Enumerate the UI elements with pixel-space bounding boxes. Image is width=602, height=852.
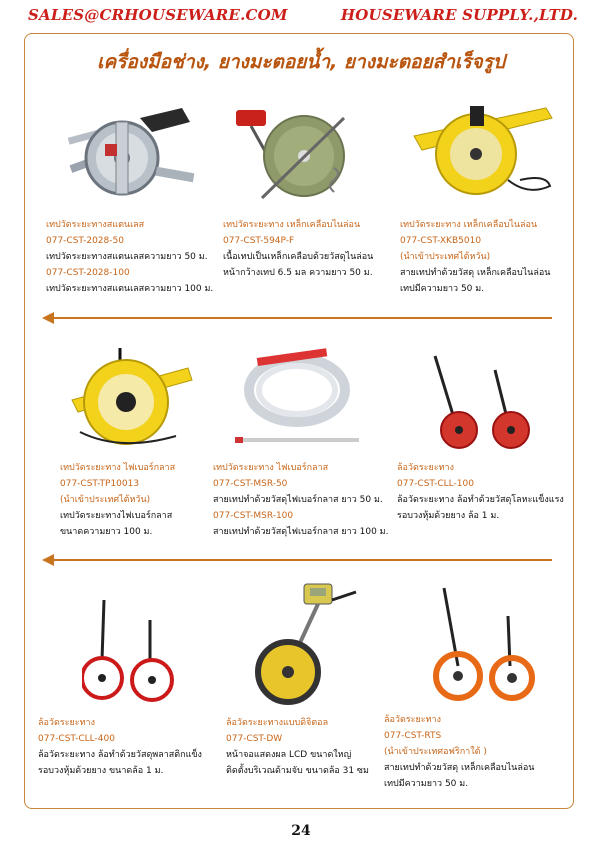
product-description: เทปวัดระยะทางสแตนเลสความยาว 100 ม. <box>46 284 214 294</box>
product-name: ล้อวัดระยะทาง <box>38 718 95 728</box>
product-caption <box>223 217 373 281</box>
left-arrow-divider <box>42 312 552 324</box>
product-caption <box>226 715 369 779</box>
product-description: เทปมีความยาว 50 ม. <box>400 284 485 294</box>
product-caption <box>60 460 175 540</box>
product-name: เทปวัดระยะทาง ไฟเบอร์กลาส <box>60 463 176 473</box>
product-name: เทปวัดระยะทาง เหล็กเคลือบไนล่อน <box>223 220 361 230</box>
product-description: สายเทปทำด้วยวัสดุไฟเบอร์กลาส ยาว 100 ม. <box>213 527 389 537</box>
fiberglass-tape-yellow-image <box>60 340 200 450</box>
product-code: 077-CST-CLL-100 <box>397 479 474 489</box>
fiberglass-tape-coil-image <box>233 345 363 455</box>
product-description: เนื้อเทปเป็นเหล็กเคลือบด้วยวัสดุไนล่อน <box>223 252 374 262</box>
product-code: 077-CST-2028-100 <box>46 268 130 278</box>
digital-measuring-wheel-image <box>252 580 362 705</box>
product-description: สายเทปทำด้วยวัสดุ เหล็กเคลือบไนล่อน <box>384 763 535 773</box>
product-description: เทปวัดระยะทางสแตนเลสความยาว 50 ม. <box>46 252 208 262</box>
product-caption <box>400 217 550 297</box>
header-company: HOUSEWARE SUPPLY.,LTD. <box>340 6 578 24</box>
product-description: ติดตั้งบริเวณด้ามจับ ขนาดล้อ 31 ซม <box>226 766 369 776</box>
product-description: สายเทปทำด้วยวัสดุ เหล็กเคลือบไนล่อน <box>400 268 551 278</box>
left-arrow-divider <box>42 554 552 566</box>
stainless-tape-image <box>60 100 200 205</box>
product-description: หน้ากว้างเทป 6.5 มล ความยาว 50 ม. <box>223 268 373 278</box>
product-code: 077-CST-594P-F <box>223 236 295 246</box>
measuring-wheel-orange-image <box>430 580 540 705</box>
product-code: 077-CST-MSR-100 <box>213 511 294 521</box>
product-code: 077-CST-DW <box>226 734 283 744</box>
product-description: รอบวงหุ้มด้วยยาง ขนาดล้อ 1 ม. <box>38 766 164 776</box>
page-title: เครื่องมือช่าง, ยางมะตอยน้ำ, ยางมะตอยสำเร็จรูป <box>97 51 505 73</box>
product-description: สายเทปทำด้วยวัสดุไฟเบอร์กลาส ยาว 50 ม. <box>213 495 383 505</box>
product-description: ล้อวัดระยะทาง ล้อทำด้วยวัสดุโลหะแข็งแรง <box>397 495 564 505</box>
product-caption <box>46 217 213 297</box>
product-description: หน้าจอแสดงผล LCD ขนาดใหญ่ <box>226 750 352 760</box>
product-name: ล้อวัดระยะทางแบบดิจิตอล <box>226 718 329 728</box>
product-name: ล้อวัดระยะทาง <box>397 463 454 473</box>
product-name: ล้อวัดระยะทาง <box>384 715 441 725</box>
product-description: รอบวงหุ้มด้วยยาง ล้อ 1 ม. <box>397 511 500 521</box>
product-code: 077-CST-TP10013 <box>60 479 140 489</box>
nylon-coated-tape-594-image <box>222 98 352 208</box>
product-caption <box>213 460 388 540</box>
product-description: เทปวัดระยะทางไฟเบอร์กลาส <box>60 511 173 521</box>
header-email: SALES@CRHOUSEWARE.COM <box>28 6 288 24</box>
product-origin: (นำเข้าประเทศไต้หวัน) <box>60 495 151 505</box>
measuring-wheel-plastic-image <box>82 590 182 705</box>
product-caption <box>397 460 564 524</box>
product-description: เทปมีความยาว 50 ม. <box>384 779 469 789</box>
product-description: ขนาดความยาว 100 ม. <box>60 527 153 537</box>
product-caption <box>38 715 202 779</box>
measuring-wheel-red-image <box>425 350 535 450</box>
yellow-tape-xkb-image <box>400 100 560 205</box>
product-name: เทปวัดระยะทาง ไฟเบอร์กลาส <box>213 463 329 473</box>
product-code: 077-CST-MSR-50 <box>213 479 288 489</box>
product-origin: (นำเข้าประเทศอฟริกาใต้ ) <box>384 747 487 757</box>
page-number: 24 <box>291 823 311 839</box>
product-code: 077-CST-RTS <box>384 731 442 741</box>
product-code: 077-CST-2028-50 <box>46 236 124 246</box>
product-origin: (นำเข้าประเทศไต้หวัน) <box>400 252 491 262</box>
product-code: 077-CST-CLL-400 <box>38 734 115 744</box>
product-caption <box>384 712 534 792</box>
product-name: เทปวัดระยะทาง เหล็กเคลือบไนล่อน <box>400 220 538 230</box>
product-code: 077-CST-XKB5010 <box>400 236 482 246</box>
product-description: ล้อวัดระยะทาง ล้อทำด้วยวัสดุพลาสติกแข็ง <box>38 750 202 760</box>
product-name: เทปวัดระยะทางสแตนเลส <box>46 220 145 230</box>
